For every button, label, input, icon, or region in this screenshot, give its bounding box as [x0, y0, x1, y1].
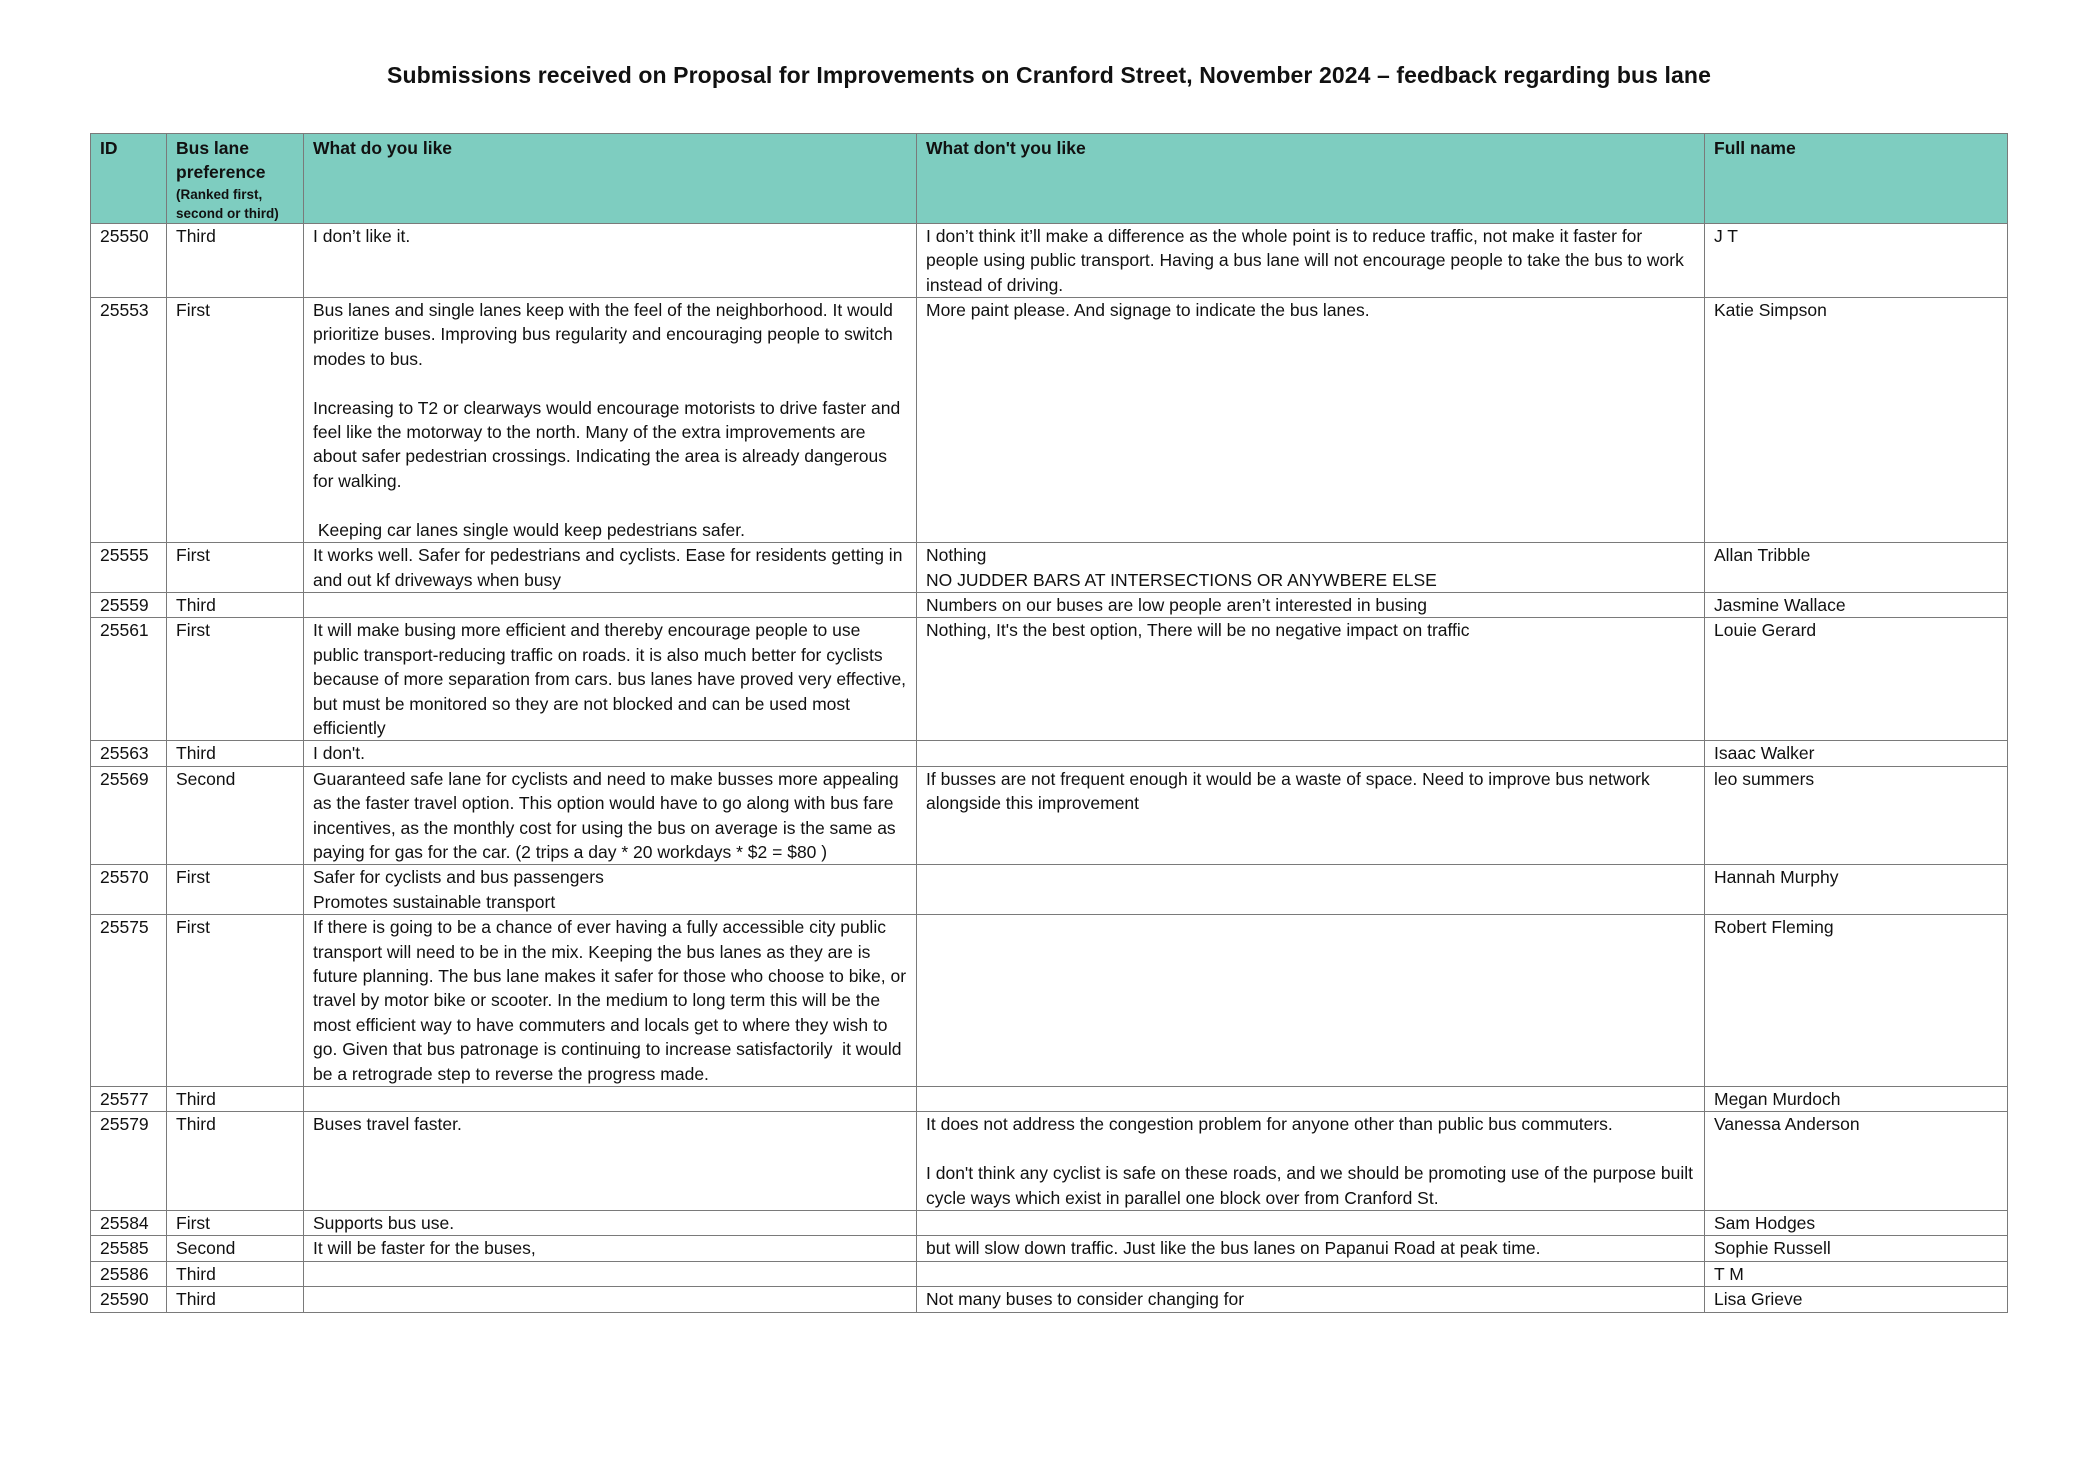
table-row	[91, 1087, 2008, 1112]
cell-dislike: Not many buses to consider changing for	[917, 1287, 1705, 1312]
cell-like: Safer for cyclists and bus passengers Promotes sustainable transport	[304, 865, 917, 915]
cell-full-name: Isaac Walker	[1705, 741, 2008, 766]
cell-id: 25553	[91, 298, 167, 543]
cell-preference: First	[167, 543, 304, 593]
table-row	[91, 298, 2008, 543]
cell-full-name: Vanessa Anderson	[1705, 1112, 2008, 1211]
cell-full-name: Lisa Grieve	[1705, 1287, 2008, 1312]
cell-dislike: If busses are not frequent enough it would be a waste of space. Need to improve bus network alongside this improvement	[917, 766, 1705, 865]
cell-id: 25590	[91, 1287, 167, 1312]
preference-header-note: (Ranked first, second or third)	[176, 186, 279, 221]
cell-preference: Third	[167, 741, 304, 766]
table-row	[91, 1287, 2008, 1312]
header-row	[91, 134, 2008, 224]
cell-dislike	[917, 1087, 1705, 1112]
cell-like: It works well. Safer for pedestrians and cyclists. Ease for residents getting in and out kf driveways when busy	[304, 543, 917, 593]
cell-id: 25559	[91, 592, 167, 617]
cell-like: Bus lanes and single lanes keep with the feel of the neighborhood. It would prioritize buses. Improving bus regularity and encouraging people to switch modes to bus. Increasing to T2 or clearways would encourage motorists to drive faster and feel like the motorway to the north. Many of the extra improvements are about safer pedestrian crossings. Indicating the area is already dangerous for walking. Keeping car lanes single would keep pedestrians safer.	[304, 298, 917, 543]
cell-full-name: Hannah Murphy	[1705, 865, 2008, 915]
cell-dislike	[917, 865, 1705, 915]
cell-dislike: Nothing NO JUDDER BARS AT INTERSECTIONS OR ANYWBERE ELSE	[917, 543, 1705, 593]
cell-dislike: but will slow down traffic. Just like the bus lanes on Papanui Road at peak time.	[917, 1236, 1705, 1261]
cell-id: 25585	[91, 1236, 167, 1261]
cell-like	[304, 592, 917, 617]
table-row	[91, 1236, 2008, 1261]
table-row	[91, 865, 2008, 915]
cell-like	[304, 1287, 917, 1312]
cell-like: It will make busing more efficient and thereby encourage people to use public transport-reducing traffic on roads. it is also much better for cyclists because of more separation from cars. bus lanes have proved very effective, but must be monitored so they are not blocked and can be used most efficiently	[304, 618, 917, 741]
cell-id: 25575	[91, 915, 167, 1087]
cell-id: 25555	[91, 543, 167, 593]
cell-id: 25570	[91, 865, 167, 915]
table-row	[91, 766, 2008, 865]
cell-preference: First	[167, 1211, 304, 1236]
cell-preference: Second	[167, 766, 304, 865]
cell-full-name: Sophie Russell	[1705, 1236, 2008, 1261]
table-row	[91, 1211, 2008, 1236]
cell-like: I don't.	[304, 741, 917, 766]
cell-full-name: T M	[1705, 1261, 2008, 1286]
cell-dislike: Numbers on our buses are low people aren’t interested in busing	[917, 592, 1705, 617]
cell-preference: First	[167, 298, 304, 543]
cell-like: I don’t like it.	[304, 223, 917, 297]
column-header-dislike: What don't you like	[917, 134, 1705, 224]
column-header-id: ID	[91, 134, 167, 224]
cell-full-name: Katie Simpson	[1705, 298, 2008, 543]
cell-preference: Third	[167, 1287, 304, 1312]
cell-preference: First	[167, 915, 304, 1087]
cell-dislike: I don’t think it’ll make a difference as the whole point is to reduce traffic, not make it faster for people using public transport. Having a bus lane will not encourage people to take the bus to work instead of driving.	[917, 223, 1705, 297]
cell-preference: Third	[167, 592, 304, 617]
cell-dislike: It does not address the congestion problem for anyone other than public bus commuters. I don't think any cyclist is safe on these roads, and we should be promoting use of the purpose built cycle ways which exist in parallel one block over from Cranford St.	[917, 1112, 1705, 1211]
cell-like: If there is going to be a chance of ever having a fully accessible city public transport will need to be in the mix. Keeping the bus lanes as they are is future planning. The bus lane makes it safer for those who choose to bike, or travel by motor bike or scooter. In the medium to long term this will be the most efficient way to have commuters and locals get to where they wish to go. Given that bus patronage is continuing to increase satisfactorily it would be a retrograde step to reverse the progress made.	[304, 915, 917, 1087]
cell-preference: Third	[167, 223, 304, 297]
cell-preference: First	[167, 618, 304, 741]
cell-preference: First	[167, 865, 304, 915]
cell-id: 25569	[91, 766, 167, 865]
cell-full-name: Allan Tribble	[1705, 543, 2008, 593]
cell-like	[304, 1087, 917, 1112]
cell-dislike	[917, 915, 1705, 1087]
cell-full-name: J T	[1705, 223, 2008, 297]
cell-full-name: Robert Fleming	[1705, 915, 2008, 1087]
table-row	[91, 1261, 2008, 1286]
table-row	[91, 618, 2008, 741]
cell-like: Guaranteed safe lane for cyclists and need to make busses more appealing as the faster travel option. This option would have to go along with bus fare incentives, as the monthly cost for using the bus on average is the same as paying for gas for the car. (2 trips a day * 20 workdays * $2 = $80 )	[304, 766, 917, 865]
cell-dislike	[917, 1211, 1705, 1236]
cell-full-name: Sam Hodges	[1705, 1211, 2008, 1236]
cell-dislike	[917, 741, 1705, 766]
cell-full-name: Jasmine Wallace	[1705, 592, 2008, 617]
column-header-name: Full name	[1705, 134, 2008, 224]
cell-like: Buses travel faster.	[304, 1112, 917, 1211]
cell-preference: Second	[167, 1236, 304, 1261]
cell-id: 25586	[91, 1261, 167, 1286]
cell-like: Supports bus use.	[304, 1211, 917, 1236]
cell-dislike	[917, 1261, 1705, 1286]
table-row	[91, 1112, 2008, 1211]
cell-full-name: leo summers	[1705, 766, 2008, 865]
cell-preference: Third	[167, 1112, 304, 1211]
cell-full-name: Megan Murdoch	[1705, 1087, 2008, 1112]
cell-dislike: Nothing, It's the best option, There will be no negative impact on traffic	[917, 618, 1705, 741]
page-title: Submissions received on Proposal for Improvements on Cranford Street, November 2024 – feedback regarding bus lane	[387, 62, 1711, 88]
cell-dislike: More paint please. And signage to indicate the bus lanes.	[917, 298, 1705, 543]
table-row	[91, 915, 2008, 1087]
cell-id: 25561	[91, 618, 167, 741]
column-header-preference	[167, 134, 304, 224]
cell-like: It will be faster for the buses,	[304, 1236, 917, 1261]
cell-id: 25579	[91, 1112, 167, 1211]
cell-full-name: Louie Gerard	[1705, 618, 2008, 741]
cell-preference: Third	[167, 1261, 304, 1286]
table-body	[91, 223, 2008, 1312]
table-row	[91, 741, 2008, 766]
cell-id: 25584	[91, 1211, 167, 1236]
cell-preference: Third	[167, 1087, 304, 1112]
preference-header-label: Bus lane preference	[176, 138, 266, 183]
cell-id: 25577	[91, 1087, 167, 1112]
table-row	[91, 223, 2008, 297]
table-row	[91, 592, 2008, 617]
cell-id: 25550	[91, 223, 167, 297]
cell-like	[304, 1261, 917, 1286]
table-row	[91, 543, 2008, 593]
cell-id: 25563	[91, 741, 167, 766]
column-header-like: What do you like	[304, 134, 917, 224]
submissions-table	[90, 133, 2008, 1313]
